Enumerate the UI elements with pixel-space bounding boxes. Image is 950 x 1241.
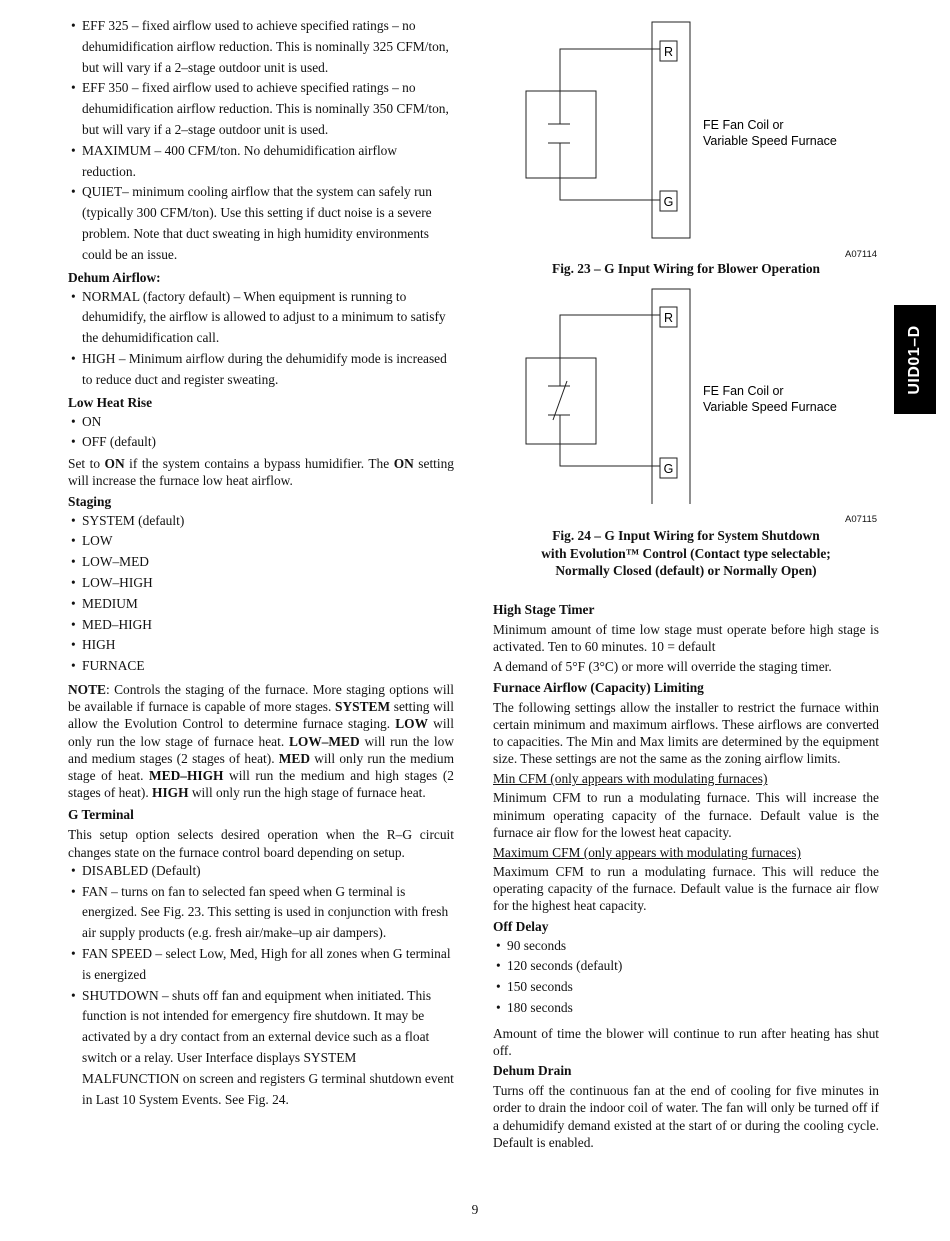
list-item: • LOW–MED <box>68 552 454 573</box>
emphasis: SYSTEM <box>335 699 391 715</box>
wiring-diagram-23 <box>520 18 860 243</box>
text-run: : Controls the staging of the furnace. More staging options will be available if furnace is capable of more stages. <box>68 681 454 715</box>
staging-note <box>68 681 454 801</box>
list-item: • HIGH – Minimum airflow during the dehumidify mode is increased to reduce duct and register sweating. <box>68 349 454 391</box>
list-item: • MEDIUM <box>68 594 454 615</box>
list-item: • ON <box>68 412 454 433</box>
terminal-r-label: R <box>663 45 674 59</box>
emphasis: ON <box>104 456 125 472</box>
emphasis: MED–HIGH <box>149 767 224 783</box>
high-stage-timer-heading: High Stage Timer <box>493 602 595 617</box>
dehum-drain-heading: Dehum Drain <box>493 1063 572 1079</box>
right-column <box>493 598 879 1151</box>
off-delay-list <box>493 936 879 1019</box>
list-item: • FAN – turns on fan to selected fan speed when G terminal is energized. See Fig. 23. This setting is used in conjunction with fresh air supply products (e.g. fresh air/make–up air dampers). <box>68 882 454 944</box>
figure-24-diagram <box>520 286 860 508</box>
emphasis: LOW <box>395 716 428 732</box>
wire-r <box>560 315 660 386</box>
emphasis: LOW–MED <box>288 733 360 749</box>
text-run: will only run the low stage of furnace heat. <box>68 716 454 749</box>
list-item: • FURNACE <box>68 656 454 677</box>
emphasis: HIGH <box>152 785 189 801</box>
figure-23-caption: Fig. 23 – G Input Wiring for Blower Operation <box>552 261 820 276</box>
terminal-r-label: R <box>663 311 674 325</box>
list-item: • EFF 350 – fixed airflow used to achieve specified ratings – no dehumidification airflow reduction. This is nominally 350 CFM/ton, but will vary if a 2–stage outdoor unit is used. <box>68 78 454 140</box>
text-run: will only run the high stage of furnace heat. <box>188 785 426 801</box>
figure-23-code: A07114 <box>845 249 878 260</box>
list-item: • 90 seconds <box>493 936 879 957</box>
g-terminal-heading: G Terminal <box>68 807 134 823</box>
emphasis: ON <box>393 456 414 472</box>
list-item: • LOW–HIGH <box>68 573 454 594</box>
page-number: 9 <box>471 1202 479 1217</box>
section-tab-label: UID01–D <box>906 324 923 395</box>
list-item: • LOW <box>68 531 454 552</box>
off-delay-text: Amount of time the blower will continue to run after heating has shut off. <box>493 1025 879 1059</box>
contact-device-box <box>526 91 596 178</box>
section-tab <box>894 305 936 414</box>
low-heat-rise-list <box>68 412 454 454</box>
wire-g <box>560 143 660 200</box>
dehum-airflow-list <box>68 287 454 391</box>
text-run: will only run the medium stage of heat. <box>68 750 454 783</box>
text-run: setting will allow the Evolution Control to determine furnace staging. <box>68 699 455 732</box>
airflow-limiting-heading: Furnace Airflow (Capacity) Limiting <box>493 679 704 695</box>
equipment-label-line2: Variable Speed Furnace <box>703 400 837 414</box>
left-column <box>68 16 454 1110</box>
text-run: will run the low and medium stages (2 stages of heat). <box>68 733 454 766</box>
contact-device-box <box>526 358 596 444</box>
list-item: • QUIET– minimum cooling airflow that the system can safely run (typically 300 CFM/ton). Use this setting if duct noise is a severe problem. Note that duct sweating in high humidity environments could be an issue. <box>68 182 454 265</box>
dehum-drain-text: Turns off the continuous fan at the end of cooling for five minutes in order to drain the indoor coil of water. The fan will only be turned off if a dehumidify demand existed at the start of or during the cooling cycle. Default is enabled. <box>493 1083 879 1150</box>
emphasis: MED <box>278 750 311 766</box>
equipment-label-line2: Variable Speed Furnace <box>703 134 837 148</box>
text-run: if the system contains a bypass humidifier. The <box>124 456 394 472</box>
text-run: setting will increase the furnace low heat airflow. <box>68 456 454 489</box>
list-item: • 120 seconds (default) <box>493 956 879 977</box>
list-item: • DISABLED (Default) <box>68 861 454 882</box>
dehum-airflow-heading: Dehum Airflow: <box>68 269 161 285</box>
list-item: • MED–HIGH <box>68 615 454 636</box>
list-item: • SHUTDOWN – shuts off fan and equipment when initiated. This function is not intended for emergency fire shutdown. It may be activated by a dry contact from an external device such as a float switch or a relay. User Interface displays SYSTEM MALFUNCTION on screen and registers G terminal shutdown event in Last 10 System Events. See Fig. 24. <box>68 986 454 1111</box>
low-heat-rise-heading: Low Heat Rise <box>68 394 153 410</box>
min-cfm-heading: Min CFM (only appears with modulating furnaces) <box>493 771 768 787</box>
figure-24-caption <box>493 527 879 580</box>
list-item: • HIGH <box>68 635 454 656</box>
figure-24-code: A07115 <box>845 514 878 525</box>
list-item: • MAXIMUM – 400 CFM/ton. No dehumidification airflow reduction. <box>68 141 454 183</box>
min-cfm-text: Minimum CFM to run a modulating furnace. This will increase the minimum operating capacity of the furnace. Default value is the furnace air flow for the lowest heat capacity. <box>493 790 879 840</box>
wire-g <box>560 415 660 466</box>
list-item: • OFF (default) <box>68 432 454 453</box>
caption-line: Normally Closed (default) or Normally Open) <box>555 563 817 579</box>
caption-line: Fig. 24 – G Input Wiring for System Shutdown <box>552 528 820 543</box>
staging-heading: Staging <box>68 493 112 509</box>
low-heat-rise-text <box>68 455 454 489</box>
airflow-limiting-text: The following settings allow the installer to restrict the furnace within certain minimum and maximum airflows. These airflows are converted to capacities. The Min and Max limits are determined by the equipment size. These settings are not the same as the zoning airflow limits. <box>493 699 879 767</box>
equipment-label-line1: FE Fan Coil or <box>703 118 784 132</box>
equipment-label-line1: FE Fan Coil or <box>703 384 784 398</box>
list-item: • EFF 325 – fixed airflow used to achieve specified ratings – no dehumidification airflow reduction. This is nominally 325 CFM/ton, but will vary if a 2–stage outdoor unit is used. <box>68 16 454 78</box>
off-delay-heading: Off Delay <box>493 918 549 934</box>
g-terminal-text: This setup option selects desired operation when the R–G circuit changes state on the furnace control board depending on setup. <box>68 827 454 860</box>
g-terminal-list <box>68 861 454 1111</box>
staging-list <box>68 511 454 677</box>
list-item: • FAN SPEED – select Low, Med, High for all zones when G terminal is energized <box>68 944 454 986</box>
terminal-g-label: G <box>663 195 674 209</box>
high-stage-timer-text: Minimum amount of time low stage must operate before high stage is activated. Ten to 60 minutes. 10 = default <box>493 622 879 655</box>
wire-r <box>560 49 660 124</box>
list-item: • NORMAL (factory default) – When equipment is running to dehumidify, the airflow is allowed to adjust to a minimum to satisfy the dehumidification call. <box>68 287 454 349</box>
terminal-g-label: G <box>663 462 674 476</box>
closed-contact-slash <box>553 381 567 420</box>
list-item: • 150 seconds <box>493 977 879 998</box>
max-cfm-text: Maximum CFM to run a modulating furnace. This will reduce the operating capacity of the furnace. Default value is the furnace air flow for the highest heat capacity. <box>493 864 879 914</box>
list-item: • 180 seconds <box>493 998 879 1019</box>
figure-23-diagram <box>520 18 860 243</box>
max-cfm-heading: Maximum CFM (only appears with modulating furnaces) <box>493 845 801 861</box>
fan-mode-list <box>68 16 454 266</box>
text-run: will run the medium and high stages (2 stages of heat). <box>68 767 454 801</box>
caption-line: with Evolution™ Control (Contact type selectable; <box>541 545 831 561</box>
note-label: NOTE <box>68 681 106 697</box>
wiring-diagram-24 <box>520 286 860 508</box>
high-stage-timer-note: A demand of 5°F (3°C) or more will override the staging timer. <box>493 659 832 675</box>
text-run: Set to <box>68 456 105 472</box>
list-item: • SYSTEM (default) <box>68 511 454 532</box>
